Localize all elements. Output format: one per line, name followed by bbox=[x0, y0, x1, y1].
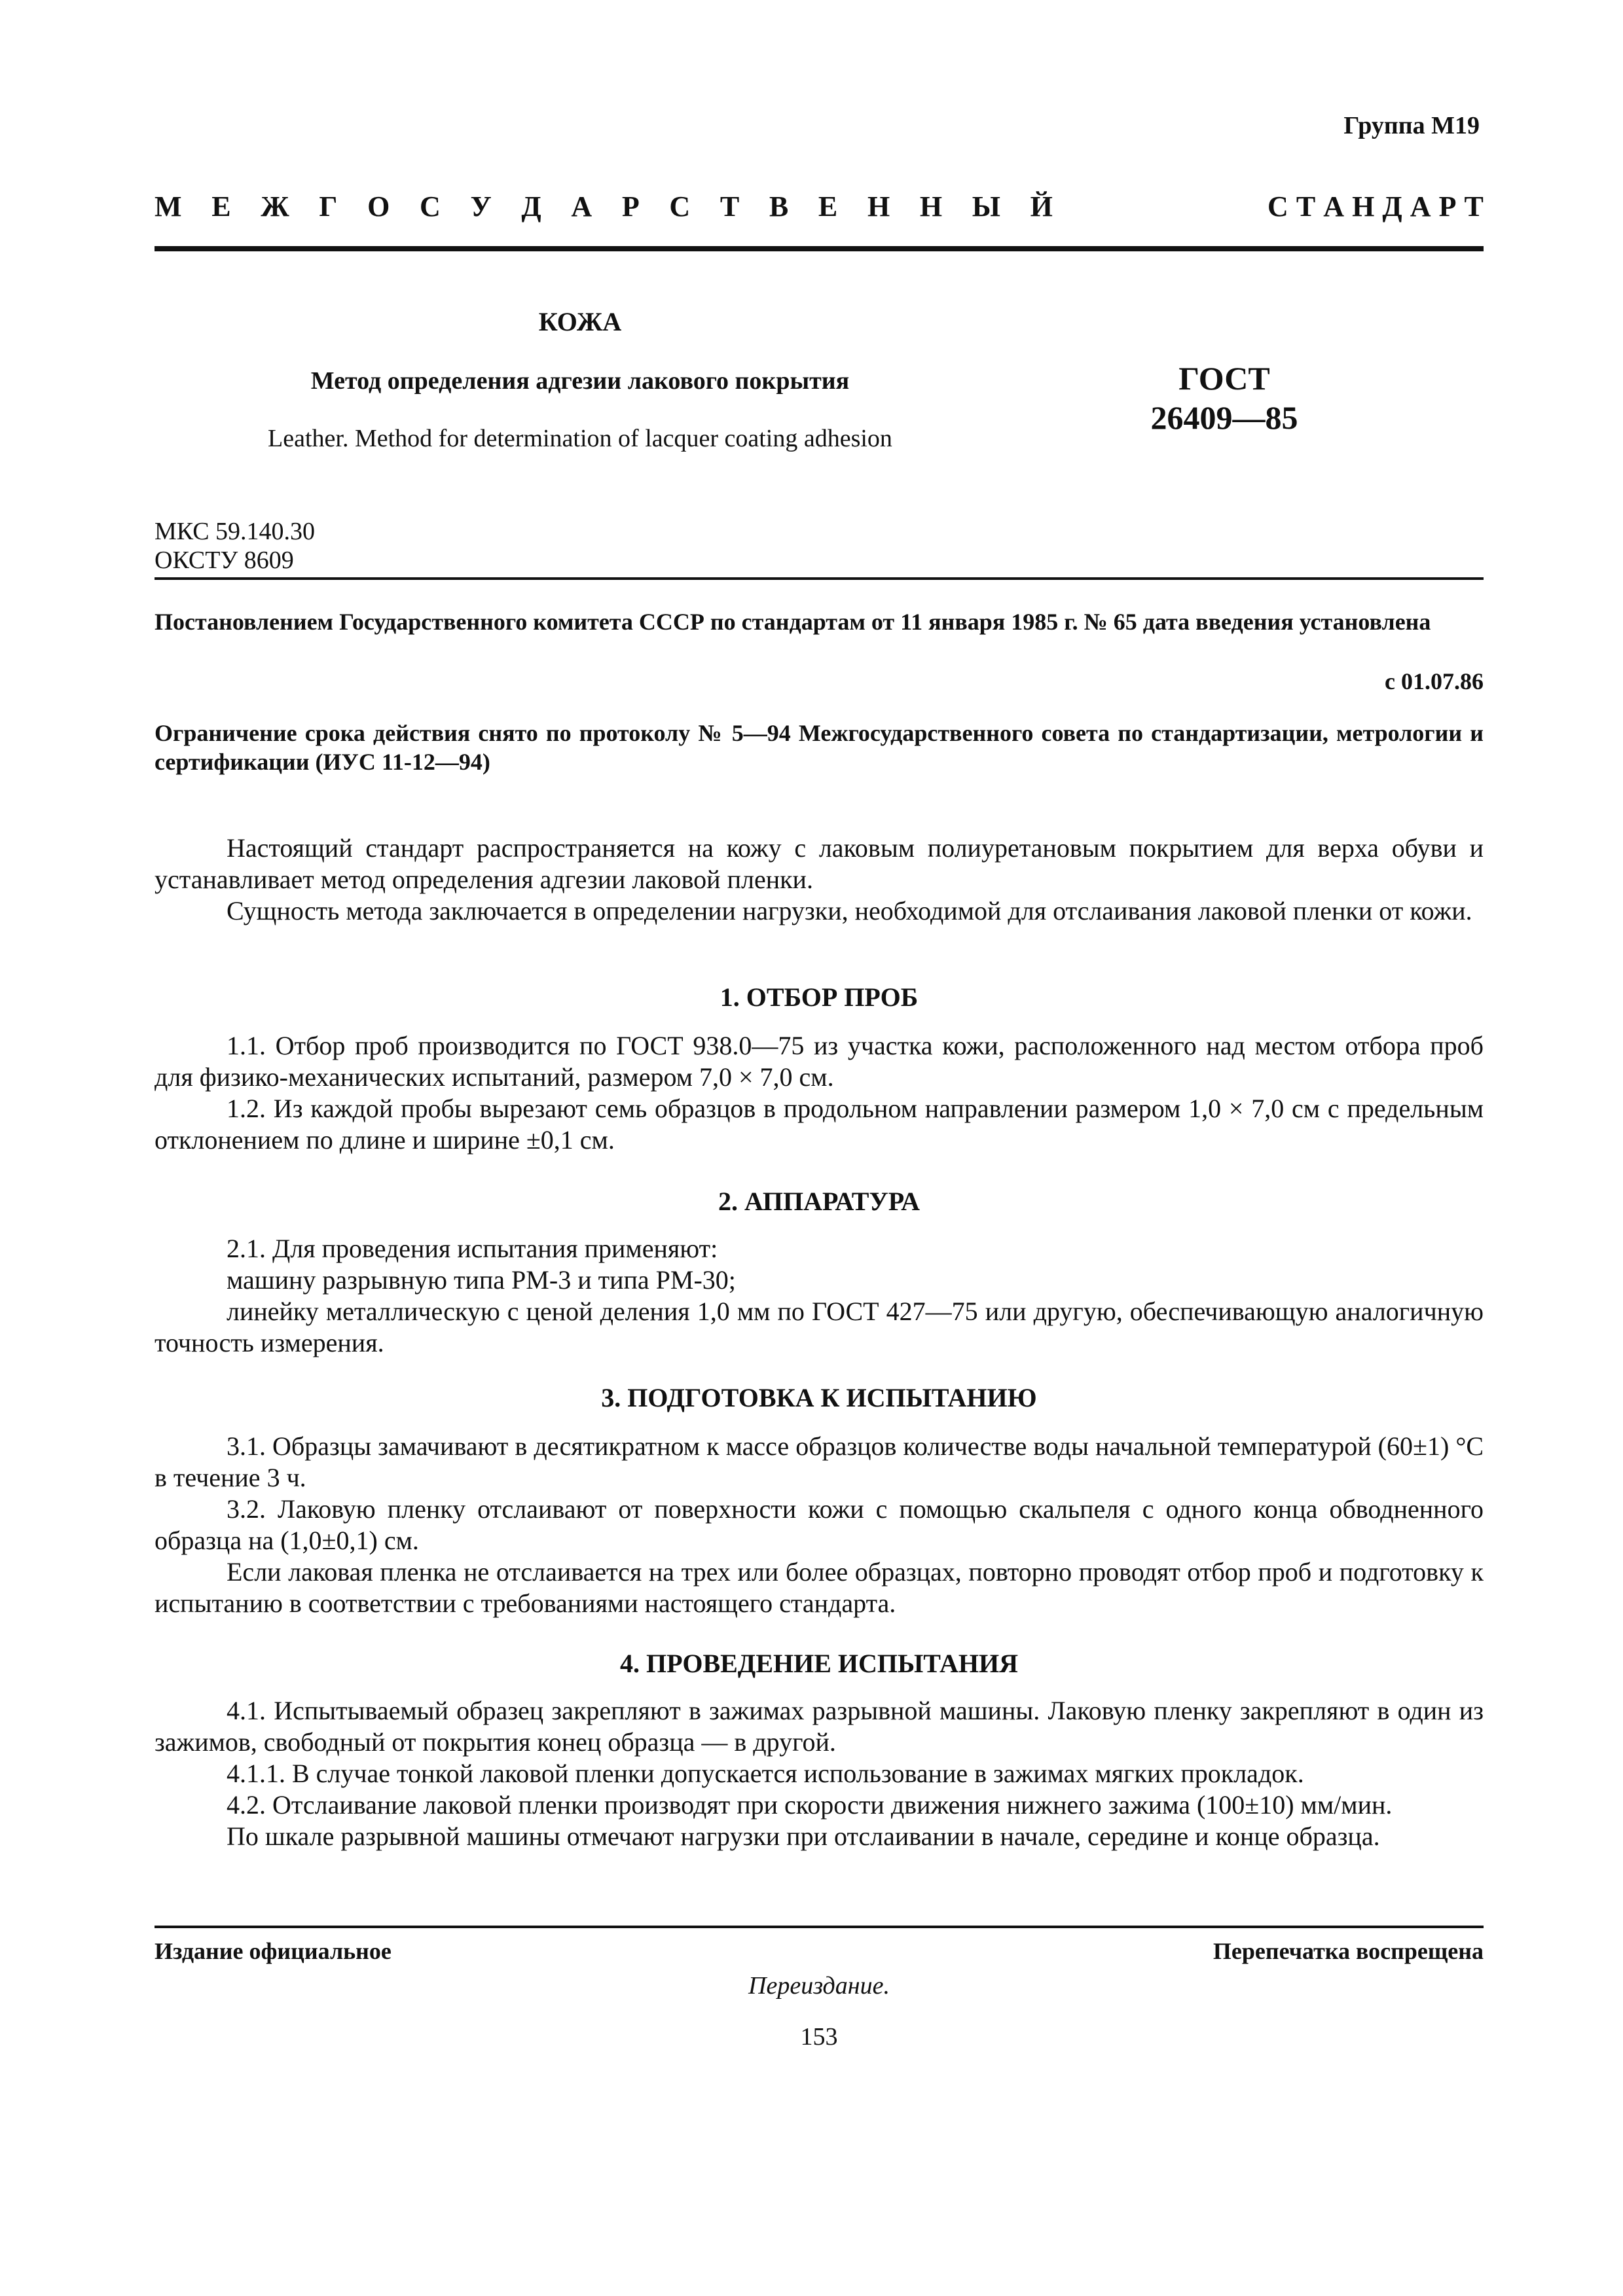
section-heading: 1. ОТБОР ПРОБ bbox=[720, 982, 919, 1012]
paragraph: машину разрывную типа РМ-3 и типа РМ-30; bbox=[227, 1265, 736, 1295]
reprint-prohibited-note: Перепечатка воспрещена bbox=[1213, 1938, 1484, 1964]
document-subtitle: Метод определения адгезии лакового покрытия bbox=[310, 367, 850, 395]
paragraph: Настоящий стандарт распространяется на кожу с лаковым полиуретановым покрытием для верха обуви и устанавливает метод определения адгезии лаковой пленки. bbox=[155, 833, 1484, 894]
official-edition-note: Издание официальное bbox=[155, 1938, 392, 1964]
banner-letter: Т bbox=[1464, 190, 1484, 223]
paragraph: Если лаковая пленка не отслаивается на трех или более образцах, повторно проводят отбор проб и подготовку к испытанию в соответствии с требованиями настоящего стандарта. bbox=[155, 1557, 1484, 1618]
codes-divider bbox=[155, 577, 1484, 580]
banner-letter: В bbox=[769, 190, 789, 223]
banner-letter: Д bbox=[1382, 190, 1402, 223]
banner-letter: Н bbox=[919, 190, 943, 223]
banner-letter: Т bbox=[720, 190, 740, 223]
paragraph: 1.1. Отбор проб производится по ГОСТ 938.0—75 из участка кожи, расположенного над местом отбора проб для физико-механических испытаний, размером 7,0 × 7,0 см. bbox=[155, 1031, 1484, 1092]
banner-letter: М bbox=[155, 190, 182, 223]
banner-letter: А bbox=[1323, 190, 1345, 223]
effective-date: с 01.07.86 bbox=[1385, 668, 1484, 694]
paragraph: 2.1. Для проведения испытания применяют: bbox=[227, 1234, 718, 1263]
paragraph: 3.1. Образцы замачивают в десятикратном к массе образцов количестве воды начальной температурой (60±1) °С в течение 3 ч. bbox=[155, 1431, 1484, 1492]
gost-label: ГОСТ bbox=[1178, 360, 1270, 397]
banner-letter: У bbox=[470, 190, 492, 223]
group-code: Группа М19 bbox=[1343, 112, 1480, 139]
paragraph: 3.2. Лаковую пленку отслаивают от поверхности кожи с помощью скальпеля с одного конца обводненного образца на (1,0±0,1) см. bbox=[155, 1494, 1484, 1555]
section-heading: 4. ПРОВЕДЕНИЕ ИСПЫТАНИЯ bbox=[620, 1649, 1018, 1678]
banner-letter: О bbox=[367, 190, 390, 223]
banner-letter: Р bbox=[1438, 190, 1457, 223]
banner-letter: Т bbox=[1296, 190, 1316, 223]
english-title: Leather. Method for determination of lacquer coating adhesion bbox=[268, 425, 892, 452]
gost-designation bbox=[1087, 359, 1362, 437]
section-body bbox=[155, 1431, 1484, 1619]
section-body bbox=[155, 1695, 1484, 1852]
header-divider bbox=[155, 246, 1484, 251]
standard-banner bbox=[155, 190, 1484, 229]
okstu-code: ОКСТУ 8609 bbox=[155, 547, 294, 574]
banner-word-standard bbox=[1267, 190, 1484, 223]
document-title: КОЖА bbox=[538, 307, 622, 336]
banner-letter: А bbox=[571, 190, 593, 223]
banner-letter: Г bbox=[319, 190, 338, 223]
limitation-notice: Ограничение срока действия снято по протоколу № 5—94 Межгосударственного совета по стандартизации, метрологии и сертификации (ИУС 11-12—94) bbox=[155, 720, 1484, 775]
banner-letter: Е bbox=[818, 190, 838, 223]
reissue-note: Переиздание. bbox=[748, 1972, 890, 2000]
mks-code: МКС 59.140.30 bbox=[155, 518, 316, 545]
banner-letter: Й bbox=[1030, 190, 1053, 223]
banner-letter: Ж bbox=[261, 190, 289, 223]
banner-letter: С bbox=[1267, 190, 1288, 223]
banner-letter: А bbox=[1410, 190, 1431, 223]
decree-notice: Постановлением Государственного комитета СССР по стандартам от 11 января 1985 г. № 65 дата введения установлена bbox=[155, 609, 1431, 635]
banner-word-interstate bbox=[155, 190, 1053, 223]
banner-letter: Д bbox=[521, 190, 541, 223]
page-number: 153 bbox=[800, 2023, 838, 2051]
paragraph: По шкале разрывной машины отмечают нагрузки при отслаивании в начале, середине и конце образца. bbox=[227, 1821, 1380, 1851]
banner-letter: С bbox=[669, 190, 691, 223]
paragraph: 1.2. Из каждой пробы вырезают семь образцов в продольном направлении размером 1,0 × 7,0 см с предельным отклонением по длине и ширине ±0,1 см. bbox=[155, 1094, 1484, 1155]
paragraph: 4.2. Отслаивание лаковой пленки производят при скорости движения нижнего зажима (100±10) мм/мин. bbox=[227, 1790, 1393, 1820]
section-body bbox=[155, 1233, 1484, 1359]
banner-letter: Р bbox=[621, 190, 640, 223]
paragraph: 4.1.1. В случае тонкой лаковой пленки допускается использование в зажимах мягких прокладок. bbox=[227, 1759, 1304, 1788]
banner-letter: С bbox=[420, 190, 441, 223]
paragraph: линейку металлическую с ценой деления 1,0 мм по ГОСТ 427—75 или другую, обеспечивающую аналогичную точность измерения. bbox=[155, 1297, 1484, 1357]
section-heading: 3. ПОДГОТОВКА К ИСПЫТАНИЮ bbox=[601, 1383, 1037, 1412]
banner-letter: Н bbox=[1352, 190, 1375, 223]
paragraph: Сущность метода заключается в определении нагрузки, необходимой для отслаивания лаковой пленки от кожи. bbox=[227, 896, 1472, 925]
gost-number: 26409—85 bbox=[1150, 399, 1298, 436]
intro-text bbox=[155, 833, 1484, 927]
section-heading: 2. АППАРАТУРА bbox=[718, 1187, 920, 1216]
footer-divider bbox=[155, 1926, 1484, 1928]
banner-letter: Е bbox=[211, 190, 231, 223]
paragraph: 4.1. Испытываемый образец закрепляют в зажимах разрывной машины. Лаковую пленку закрепляют в один из зажимов, свободный от покрытия конец образца — в другой. bbox=[155, 1696, 1484, 1757]
classification-codes bbox=[155, 517, 315, 575]
banner-letter: Н bbox=[867, 190, 890, 223]
banner-letter: Ы bbox=[972, 190, 1000, 223]
section-body bbox=[155, 1030, 1484, 1156]
